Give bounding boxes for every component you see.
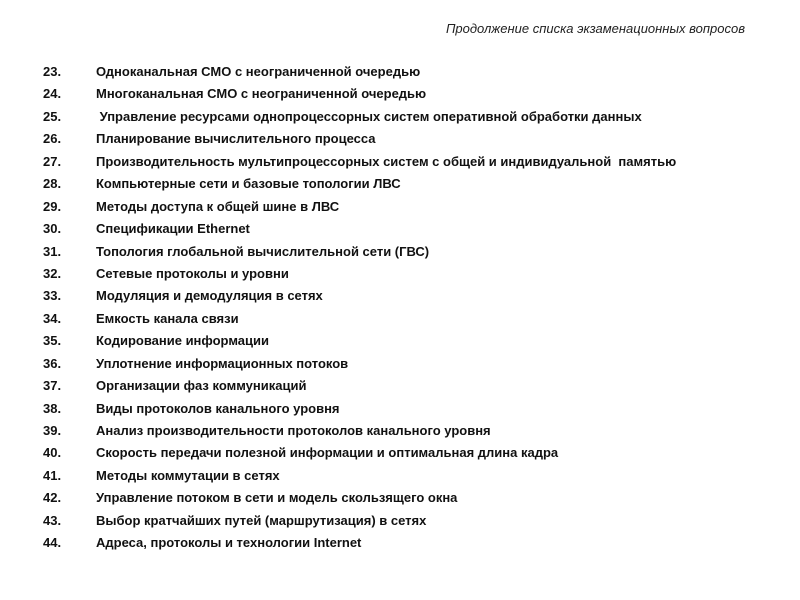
list-item bbox=[43, 109, 763, 131]
question-text: Производительность мультипроцессорных систем с общей и индивидуальной памятью bbox=[96, 153, 677, 169]
question-text: Компьютерные сети и базовые топологии ЛВС bbox=[96, 176, 401, 192]
list-item bbox=[43, 333, 763, 355]
question-number: 38. bbox=[43, 400, 62, 416]
list-item bbox=[43, 131, 763, 153]
question-number: 29. bbox=[43, 198, 62, 214]
question-number: 28. bbox=[43, 176, 62, 192]
question-text: Емкость канала связи bbox=[96, 310, 239, 326]
question-text: Методы коммутации в сетях bbox=[96, 467, 280, 483]
question-text: Адреса, протоколы и технологии Internet bbox=[96, 535, 362, 551]
question-number: 40. bbox=[43, 445, 62, 461]
question-number: 39. bbox=[43, 423, 62, 438]
list-item bbox=[43, 288, 763, 310]
question-number: 23. bbox=[43, 64, 62, 79]
question-number: 41. bbox=[43, 467, 62, 483]
list-item bbox=[43, 154, 763, 176]
list-item bbox=[43, 221, 763, 243]
exam-question-list bbox=[43, 64, 763, 558]
question-text: Управление потоком в сети и модель скользящего окна bbox=[96, 490, 458, 506]
question-text: Методы доступа к общей шине в ЛВС bbox=[96, 198, 340, 214]
question-text: Уплотнение информационных потоков bbox=[96, 355, 349, 371]
list-item bbox=[43, 199, 763, 221]
question-text: Кодирование информации bbox=[96, 333, 269, 349]
question-number: 32. bbox=[43, 265, 62, 281]
list-item bbox=[43, 468, 763, 490]
question-text: Скорость передачи полезной информации и оптимальная длина кадра bbox=[96, 445, 559, 461]
continuation-note: Продолжение списка экзаменационных вопросов bbox=[445, 21, 745, 36]
question-text: Многоканальная СМО с неограниченной очередью bbox=[96, 86, 427, 102]
list-item bbox=[43, 244, 763, 266]
list-item bbox=[43, 311, 763, 333]
question-number: 24. bbox=[43, 86, 62, 102]
question-text: Топология глобальной вычислительной сети (ГВС) bbox=[96, 243, 430, 259]
question-text: Управление ресурсами однопроцессорных систем оперативной обработки данных bbox=[96, 108, 642, 124]
question-number: 25. bbox=[43, 108, 62, 124]
list-item bbox=[43, 513, 763, 535]
list-item bbox=[43, 86, 763, 108]
list-item bbox=[43, 423, 763, 445]
list-item bbox=[43, 535, 763, 557]
list-item bbox=[43, 445, 763, 467]
question-number: 31. bbox=[43, 243, 62, 259]
question-text: Планирование вычислительного процесса bbox=[96, 131, 376, 147]
question-number: 37. bbox=[43, 378, 62, 394]
question-number: 27. bbox=[43, 153, 62, 169]
question-number: 44. bbox=[43, 535, 62, 551]
question-text: Организации фаз коммуникаций bbox=[96, 378, 307, 394]
question-text: Спецификации Ethernet bbox=[96, 221, 250, 237]
question-number: 36. bbox=[43, 355, 62, 371]
question-text: Виды протоколов канального уровня bbox=[96, 400, 340, 416]
question-text: Сетевые протоколы и уровни bbox=[96, 265, 289, 281]
question-number: 43. bbox=[43, 512, 62, 528]
question-number: 26. bbox=[43, 131, 62, 147]
list-item bbox=[43, 64, 763, 86]
list-item bbox=[43, 378, 763, 400]
list-item bbox=[43, 490, 763, 512]
question-number: 33. bbox=[43, 288, 62, 304]
question-text: Модуляция и демодуляция в сетях bbox=[96, 288, 323, 304]
question-text: Одноканальная СМО с неограниченной очередью bbox=[96, 64, 421, 79]
question-number: 35. bbox=[43, 333, 62, 349]
question-number: 42. bbox=[43, 490, 62, 506]
list-item bbox=[43, 356, 763, 378]
list-item bbox=[43, 176, 763, 198]
list-item bbox=[43, 401, 763, 423]
question-number: 30. bbox=[43, 221, 62, 237]
list-item bbox=[43, 266, 763, 288]
question-text: Анализ производительности протоколов канального уровня bbox=[96, 423, 491, 438]
question-number: 34. bbox=[43, 310, 62, 326]
question-text: Выбор кратчайших путей (маршрутизация) в сетях bbox=[96, 512, 427, 528]
